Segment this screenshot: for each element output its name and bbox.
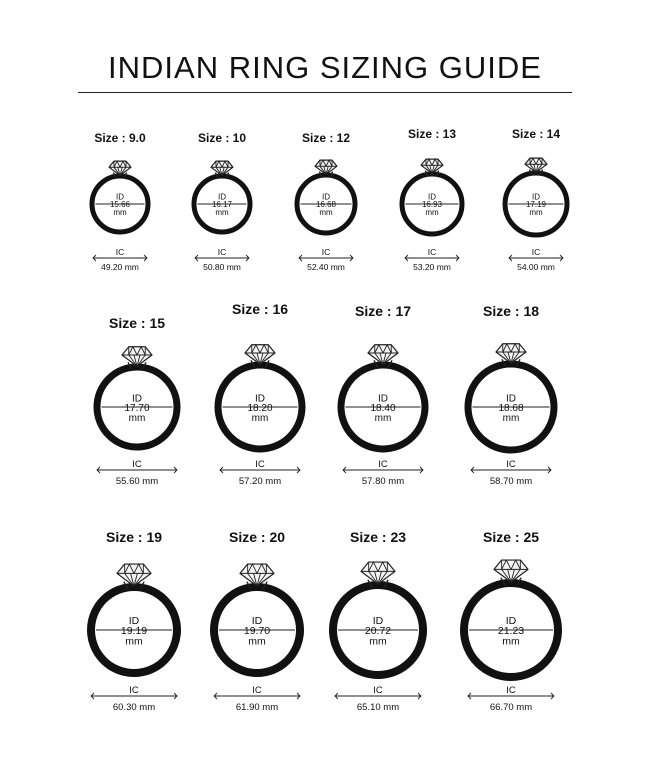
ring-size-label: Size : 16: [231, 301, 289, 317]
id-label: ID: [128, 615, 140, 628]
id-unit: mm: [248, 635, 266, 648]
ring-size-label: Size : 9.0: [94, 131, 146, 145]
ring-card: [505, 127, 567, 272]
ic-label: IC: [373, 685, 383, 696]
id-label: ID: [132, 393, 142, 405]
ic-value: 54.00 mm: [517, 262, 555, 272]
ic-value: 57.20 mm: [238, 476, 282, 487]
id-unit: mm: [128, 413, 146, 424]
ic-value: 65.10 mm: [356, 702, 400, 713]
id-value: 16.68: [315, 200, 337, 210]
id-label: ID: [505, 615, 517, 628]
ring-size-label: Size : 20: [228, 529, 286, 545]
ring-size-label: Size : 10: [197, 131, 247, 145]
id-unit: mm: [529, 208, 543, 218]
id-label: ID: [428, 192, 436, 202]
ring-size-label: Size : 17: [354, 303, 412, 319]
ic-value: 50.80 mm: [203, 262, 241, 272]
ring-card: [91, 529, 177, 713]
id-value: 17.19: [525, 200, 547, 210]
ic-label: IC: [115, 247, 125, 257]
ic-value: 61.90 mm: [235, 702, 279, 713]
ic-value: 60.30 mm: [112, 702, 156, 713]
id-value: 19.70: [243, 624, 271, 637]
ic-label: IC: [506, 685, 516, 696]
id-unit: mm: [369, 635, 387, 648]
ring-size-label: Size : 25: [482, 529, 540, 545]
ring-card: [468, 303, 554, 487]
ic-label: IC: [506, 459, 516, 470]
id-unit: mm: [113, 208, 127, 218]
id-value: 15.66: [109, 200, 131, 210]
id-label: ID: [506, 393, 516, 405]
id-unit: mm: [502, 413, 520, 424]
ic-value: 49.20 mm: [101, 262, 139, 272]
ring-size-label: Size : 23: [349, 529, 407, 545]
id-unit: mm: [425, 208, 439, 218]
ring-card: [341, 303, 425, 487]
id-value: 19.19: [120, 624, 148, 637]
page-title: INDIAN RING SIZING GUIDE: [108, 50, 542, 85]
id-unit: mm: [319, 208, 333, 218]
id-value: 18.68: [498, 402, 524, 414]
id-value: 21.23: [497, 624, 525, 637]
id-label: ID: [378, 393, 388, 405]
ring-size-label: Size : 15: [108, 315, 166, 331]
ring-size-label: Size : 12: [301, 131, 351, 145]
ic-label: IC: [252, 685, 262, 696]
ring-card: [97, 315, 177, 487]
ic-label: IC: [132, 459, 142, 470]
ic-value: 58.70 mm: [489, 476, 533, 487]
id-value: 17.70: [124, 402, 150, 414]
id-value: 16.93: [421, 200, 443, 210]
id-unit: mm: [374, 413, 392, 424]
id-label: ID: [255, 393, 265, 405]
id-unit: mm: [125, 635, 143, 648]
ic-value: 52.40 mm: [307, 262, 345, 272]
ring-card: [218, 301, 302, 487]
ring-size-label: Size : 13: [407, 127, 457, 141]
id-value: 18.20: [247, 402, 273, 414]
ic-label: IC: [378, 459, 388, 470]
id-label: ID: [532, 192, 540, 202]
ring-card: [297, 131, 355, 272]
ring-card: [464, 529, 558, 713]
ring-size-label: Size : 18: [482, 303, 540, 319]
id-label: ID: [116, 192, 124, 202]
id-label: ID: [322, 192, 330, 202]
ic-label: IC: [321, 247, 331, 257]
ring-card: [333, 529, 423, 713]
ic-label: IC: [129, 685, 139, 696]
ic-label: IC: [255, 459, 265, 470]
ic-label: IC: [531, 247, 541, 257]
id-unit: mm: [215, 208, 229, 218]
ic-label: IC: [217, 247, 227, 257]
id-value: 20.72: [364, 624, 392, 637]
id-label: ID: [218, 192, 226, 202]
id-unit: mm: [502, 635, 520, 648]
ic-value: 53.20 mm: [413, 262, 451, 272]
id-value: 18.40: [370, 402, 396, 414]
ring-card: [214, 529, 300, 713]
ic-value: 57.80 mm: [361, 476, 405, 487]
id-label: ID: [251, 615, 263, 628]
ic-label: IC: [427, 247, 437, 257]
ic-value: 55.60 mm: [115, 476, 159, 487]
id-unit: mm: [251, 413, 269, 424]
id-label: ID: [372, 615, 384, 628]
ring-card: [194, 131, 250, 272]
ring-card: [92, 131, 148, 272]
ic-value: 66.70 mm: [489, 702, 533, 713]
ring-size-label: Size : 14: [511, 127, 561, 141]
ring-card: [402, 127, 462, 272]
ring-size-label: Size : 19: [105, 529, 163, 545]
id-value: 16.17: [211, 200, 233, 210]
